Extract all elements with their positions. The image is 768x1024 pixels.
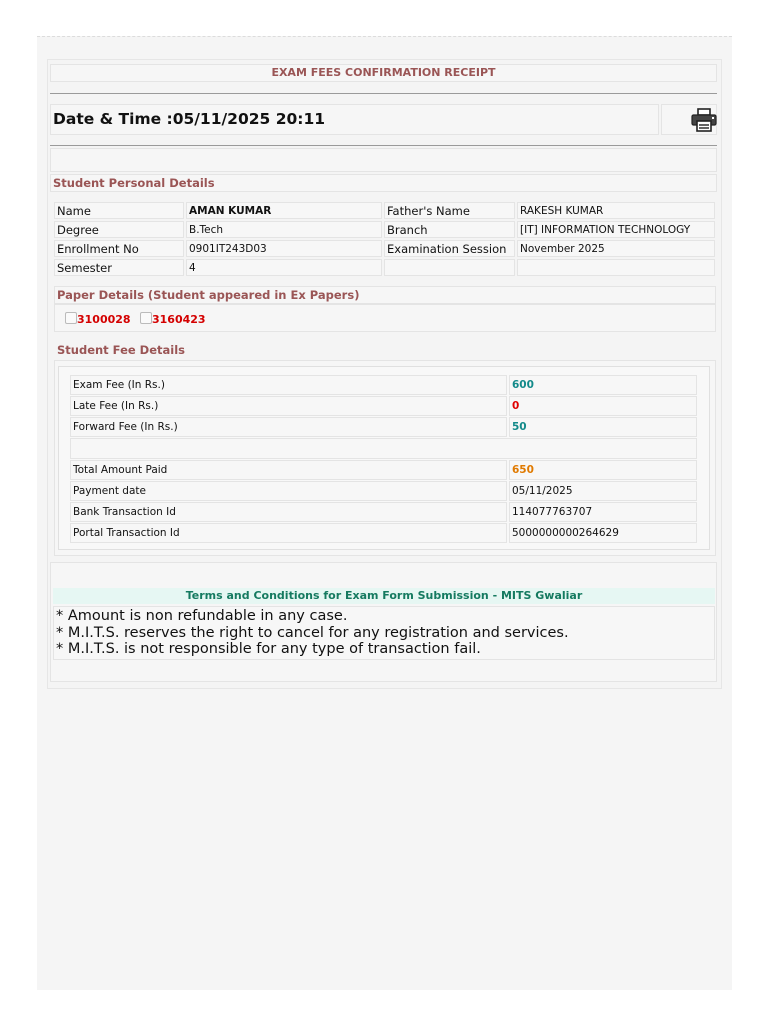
paper-code: 3160423 xyxy=(152,313,206,326)
spacer-row xyxy=(50,148,717,172)
page xyxy=(37,36,732,990)
value-semester: 4 xyxy=(186,259,382,276)
total-amount-value: 650 xyxy=(509,460,697,480)
fee-label: Bank Transaction Id xyxy=(70,502,507,522)
terms-item: * Amount is non refundable in any case. xyxy=(56,608,348,624)
fee-label: Portal Transaction Id xyxy=(70,523,507,543)
fee-label: Forward Fee (In Rs.) xyxy=(70,417,507,437)
fee-spacer-row xyxy=(70,438,697,459)
receipt-panel xyxy=(47,59,722,689)
terms-item: * M.I.T.S. reserves the right to cancel for any registration and services. xyxy=(56,624,569,641)
paper-code: 3100028 xyxy=(77,313,131,326)
terms-item: * M.I.T.S. is not responsible for any type of transaction fail. xyxy=(56,641,481,657)
fee-label: Total Amount Paid xyxy=(70,460,507,480)
paper-checkbox[interactable] xyxy=(65,312,77,324)
fee-table xyxy=(58,366,710,550)
fee-value: 50 xyxy=(509,417,697,437)
label-enrollment: Enrollment No xyxy=(54,240,184,257)
fee-label: Exam Fee (In Rs.) xyxy=(70,375,507,395)
terms-heading: Terms and Conditions for Exam Form Submission - MITS Gwaliar xyxy=(53,588,715,604)
value-branch: [IT] INFORMATION TECHNOLOGY xyxy=(517,221,715,238)
datetime-label: Date & Time :05/11/2025 20:11 xyxy=(50,104,659,135)
label-name: Name xyxy=(54,202,184,219)
label-fathers-name: Father's Name xyxy=(384,202,515,219)
receipt-title: EXAM FEES CONFIRMATION RECEIPT xyxy=(50,64,717,82)
divider xyxy=(50,145,717,146)
paper-details-heading: Paper Details (Student appeared in Ex Papers) xyxy=(54,286,716,304)
printer-icon[interactable] xyxy=(690,108,718,132)
personal-details-heading: Student Personal Details xyxy=(50,174,717,192)
divider xyxy=(50,93,717,94)
fee-value: 600 xyxy=(509,375,697,395)
fee-value: 5000000000264629 xyxy=(509,523,697,543)
fee-label: Late Fee (In Rs.) xyxy=(70,396,507,416)
fee-value: 05/11/2025 xyxy=(509,481,697,501)
label-semester: Semester xyxy=(54,259,184,276)
paper-list xyxy=(54,304,716,332)
empty-cell xyxy=(384,259,515,276)
terms-list xyxy=(53,606,715,660)
label-exam-session: Examination Session xyxy=(384,240,515,257)
value-degree: B.Tech xyxy=(186,221,382,238)
fee-label: Payment date xyxy=(70,481,507,501)
value-fathers-name: RAKESH KUMAR xyxy=(517,202,715,219)
print-button[interactable] xyxy=(661,104,717,135)
fee-value: 114077763707 xyxy=(509,502,697,522)
label-branch: Branch xyxy=(384,221,515,238)
fee-value: 0 xyxy=(509,396,697,416)
fee-details-heading: Student Fee Details xyxy=(57,343,186,357)
value-exam-session: November 2025 xyxy=(517,240,715,257)
value-name: AMAN KUMAR xyxy=(186,202,382,219)
paper-checkbox[interactable] xyxy=(140,312,152,324)
label-degree: Degree xyxy=(54,221,184,238)
empty-cell xyxy=(517,259,715,276)
value-enrollment: 0901IT243D03 xyxy=(186,240,382,257)
